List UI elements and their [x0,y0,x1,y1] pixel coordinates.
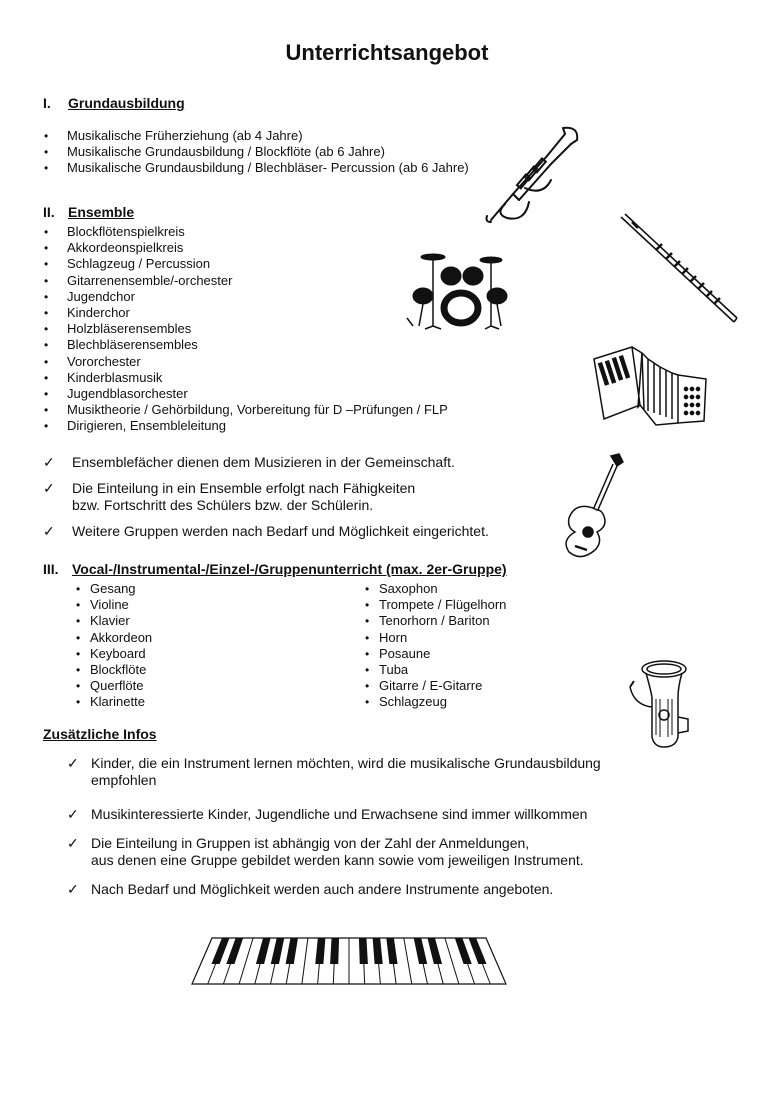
black-key [330,938,339,964]
section-3-number: III. [43,561,59,577]
list-item: • Querflöte [75,678,152,694]
info-item-4: ✓ Nach Bedarf und Möglichkeit werden auch andere Instrumente angeboten. [67,881,554,897]
section-1-list [43,128,469,177]
ensemble-note-3: ✓ Weitere Gruppen werden nach Bedarf und Möglichkeit eingerichtet. [43,523,489,539]
check-icon: ✓ [67,835,79,851]
list-item: • Akkordeonspielkreis [43,240,448,256]
list-item: • Trompete / Flügelhorn [364,597,506,613]
section-1-heading [43,95,185,111]
list-item: • Tuba [364,662,506,678]
ensemble-note-1: ✓ Ensemblefächer dienen dem Musizieren in der Gemeinschaft. [43,454,455,470]
check-icon: ✓ [43,480,55,496]
list-item: • Musikalische Grundausbildung / Blechbläser- Percussion (ab 6 Jahre) [43,160,469,176]
list-item: • Musikalische Früherziehung (ab 4 Jahre) [43,128,469,144]
list-item: • Schlagzeug [364,694,506,710]
section-2-number: II. [43,204,55,220]
section-3-list-left [75,581,152,711]
ensemble-note-2: ✓ Die Einteilung in ein Ensemble erfolgt nach Fähigkeiten bzw. Fortschritt des Schülers bzw. der Schülerin. [43,480,416,513]
check-icon: ✓ [67,806,79,822]
list-item: • Kinderblasmusik [43,370,448,386]
list-item: • Posaune [364,646,506,662]
list-item: • Jugendchor [43,289,448,305]
list-item: • Keyboard [75,646,152,662]
list-item: • Schlagzeug / Percussion [43,256,448,272]
list-item: • Vororchester [43,354,448,370]
check-icon: ✓ [67,881,79,897]
info-item-1: ✓ Kinder, die ein Instrument lernen möchten, wird die musikalische Grundausbildung empfohlen [67,755,601,788]
info-heading [43,726,157,742]
trumpet-icon [485,122,580,227]
tuba-icon [624,657,699,751]
section-3-heading [43,561,507,577]
list-item: • Kinderchor [43,305,448,321]
list-item: • Gitarre / E-Gitarre [364,678,506,694]
black-key [359,938,368,964]
accordion-icon [592,345,712,427]
check-icon: ✓ [43,523,55,539]
list-item: • Violine [75,597,152,613]
list-item: • Jugendblasorchester [43,386,448,402]
section-3-title: Vocal-/Instrumental-/Einzel-/Gruppenunterricht (max. 2er-Gruppe) [72,561,507,577]
list-item: • Dirigieren, Ensembleleitung [43,418,448,434]
flute-icon [618,212,740,330]
info-item-3: ✓ Die Einteilung in Gruppen ist abhängig von der Zahl der Anmeldungen, aus denen eine Gruppe gebildet werden kann sowie vom jeweiligen Instrument. [67,835,584,868]
page-title: Unterrichtsangebot [285,40,489,65]
list-item: • Tenorhorn / Bariton [364,613,506,629]
list-item: • Blechbläserensembles [43,337,448,353]
list-item: • Blockflöte [75,662,152,678]
list-item: • Musikalische Grundausbildung / Blockflöte (ab 6 Jahre) [43,144,469,160]
list-item: • Klavier [75,613,152,629]
info-item-2: ✓ Musikinteressierte Kinder, Jugendliche und Erwachsene sind immer willkommen [67,806,588,822]
check-icon: ✓ [43,454,55,470]
list-item: • Blockflötenspielkreis [43,224,448,240]
list-item: • Akkordeon [75,630,152,646]
list-item: • Klarinette [75,694,152,710]
list-item: • Horn [364,630,506,646]
section-1-title: Grundausbildung [68,95,185,111]
drum-kit-icon [405,246,515,330]
section-1-number: I. [43,95,51,111]
info-title: Zusätzliche Infos [43,726,157,742]
list-item: • Holzbläserensembles [43,321,448,337]
check-icon: ✓ [67,755,79,771]
list-item: • Gitarrenensemble/-orchester [43,273,448,289]
section-2-list [43,224,448,434]
section-2-heading [43,204,134,220]
guitar-icon [555,452,635,560]
section-2-title: Ensemble [68,204,135,220]
list-item: • Gesang [75,581,152,597]
list-item: • Saxophon [364,581,506,597]
section-3-list-right [364,581,506,711]
piano-keyboard-icon [190,934,510,990]
list-item: • Musiktheorie / Gehörbildung, Vorbereitung für D –Prüfungen / FLP [43,402,448,418]
